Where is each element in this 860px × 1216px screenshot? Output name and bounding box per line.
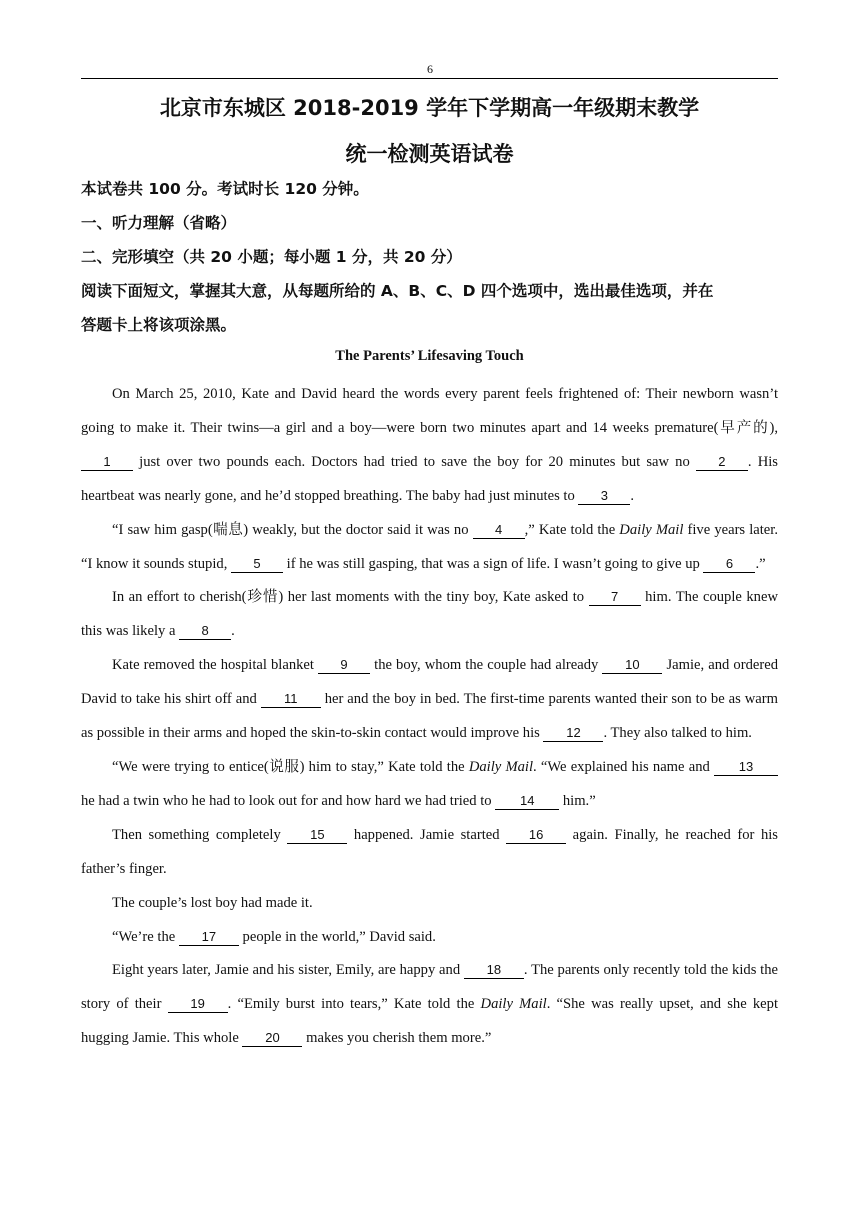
blank-7: 7 xyxy=(589,589,641,606)
paragraph-5 xyxy=(81,751,778,819)
blank-14: 14 xyxy=(495,793,559,810)
page-number: 6 xyxy=(427,62,433,76)
blank-12: 12 xyxy=(543,725,603,742)
blank-6: 6 xyxy=(703,556,755,573)
text: him. The couple knew this was likely a xyxy=(81,589,778,640)
text: people in the world,” David said. xyxy=(238,928,436,945)
text: . xyxy=(630,487,635,504)
text: happened. Jamie started xyxy=(347,826,507,843)
text: he had a twin who he had to look out for and how hard we had tried to xyxy=(81,792,496,809)
blank-19: 19 xyxy=(168,996,228,1013)
text: On March 25, 2010, Kate and David heard the words every parent feels frightened of: Their newborn wasn’t going to make it. Their twins—a girl and a boy—were born two minutes apart and 14 weeks premature(早产的), xyxy=(81,386,778,436)
exam-title-line-1: 北京市东城区 2018-2019 学年下学期高一年级期末教学 xyxy=(159,96,700,120)
blank-15: 15 xyxy=(287,827,347,844)
text: five years later. “I know it sounds stupid, xyxy=(81,521,778,572)
text: him.” xyxy=(559,792,596,809)
text: . “She was really upset, and she kept hugging Jamie. This whole xyxy=(81,996,778,1047)
text: “I saw him gasp(喘息) weakly, but the doctor said it was no xyxy=(112,521,473,538)
text: the boy, whom the couple had already xyxy=(370,657,603,674)
directions-line-1: 阅读下面短文，掌握其大意，从每题所给的 A、B、C、D 四个选项中，选出最佳选项，并在 xyxy=(81,282,714,300)
blank-20: 20 xyxy=(242,1030,302,1047)
paragraph-2 xyxy=(81,514,778,582)
blank-9: 9 xyxy=(318,657,370,674)
directions-line-2: 答题卡上将该项涂黑。 xyxy=(81,316,237,334)
text: In an effort to cherish(珍惜) her last moments with the tiny boy, Kate asked to xyxy=(112,589,589,606)
passage-body xyxy=(81,378,778,1056)
section-1-heading: 一、听力理解（省略） xyxy=(81,214,237,232)
text: if he was still gasping, that was a sign of life. I wasn’t going to give up xyxy=(283,555,704,572)
text: “We were trying to entice(说服) him to stay,” Kate told the xyxy=(112,758,469,775)
blank-4: 4 xyxy=(473,522,525,539)
text: The couple’s lost boy had made it. xyxy=(112,894,313,911)
text: . “Emily burst into tears,” Kate told the xyxy=(227,996,481,1013)
text: Kate removed the hospital blanket xyxy=(112,657,319,674)
paragraph-9 xyxy=(81,954,778,1056)
newspaper-name: Daily Mail xyxy=(619,521,684,538)
text: . They also talked to him. xyxy=(603,725,752,742)
text: . xyxy=(231,623,235,640)
blank-3: 3 xyxy=(578,488,630,505)
text: ,” Kate told the xyxy=(524,521,620,538)
paragraph-4 xyxy=(81,649,778,751)
text: Then something completely xyxy=(112,826,288,843)
blank-10: 10 xyxy=(602,657,662,674)
text: just over two pounds each. Doctors had tried to save the boy for 20 minutes but saw no xyxy=(133,453,696,470)
blank-16: 16 xyxy=(506,827,566,844)
text: . His heartbeat was nearly gone, and he’d stopped breathing. The baby had just minutes to xyxy=(81,453,778,504)
text: . The parents only recently told the kids the story of their xyxy=(81,962,778,1013)
blank-8: 8 xyxy=(179,623,231,640)
paragraph-1 xyxy=(81,378,778,514)
section-2-heading: 二、完形填空（共 20 小题；每小题 1 分，共 20 分） xyxy=(81,248,462,266)
text: again. Finally, he reached for his father’s finger. xyxy=(81,826,778,877)
blank-2: 2 xyxy=(696,454,748,471)
text: her and the boy in bed. The first-time parents wanted their son to be as warm as possible in their arms and hoped the skin-to-skin contact would improve his xyxy=(81,691,778,742)
passage-title: The Parents’ Lifesaving Touch xyxy=(335,348,524,364)
paragraph-6 xyxy=(81,819,778,887)
newspaper-name: Daily Mail xyxy=(480,996,547,1013)
blank-11: 11 xyxy=(261,691,321,708)
blank-17: 17 xyxy=(179,929,239,946)
text: Jamie, and ordered David to take his shirt off and xyxy=(81,657,778,708)
paragraph-8 xyxy=(81,921,778,955)
paragraph-7 xyxy=(81,887,778,921)
newspaper-name: Daily Mail xyxy=(468,758,534,775)
blank-1: 1 xyxy=(81,454,133,471)
paragraph-3 xyxy=(81,581,778,649)
blank-13: 13 xyxy=(714,759,778,776)
text: makes you cherish them more.” xyxy=(302,1030,492,1047)
exam-title-line-2: 统一检测英语试卷 xyxy=(345,142,514,166)
text: . “We explained his name and xyxy=(533,758,715,775)
text: Eight years later, Jamie and his sister, Emily, are happy and xyxy=(112,962,464,979)
exam-intro: 本试卷共 100 分。考试时长 120 分钟。 xyxy=(81,180,369,198)
text: .” xyxy=(755,555,766,572)
text: “We’re the xyxy=(112,928,179,945)
blank-5: 5 xyxy=(231,556,283,573)
blank-18: 18 xyxy=(464,962,524,979)
header-rule xyxy=(81,78,778,79)
